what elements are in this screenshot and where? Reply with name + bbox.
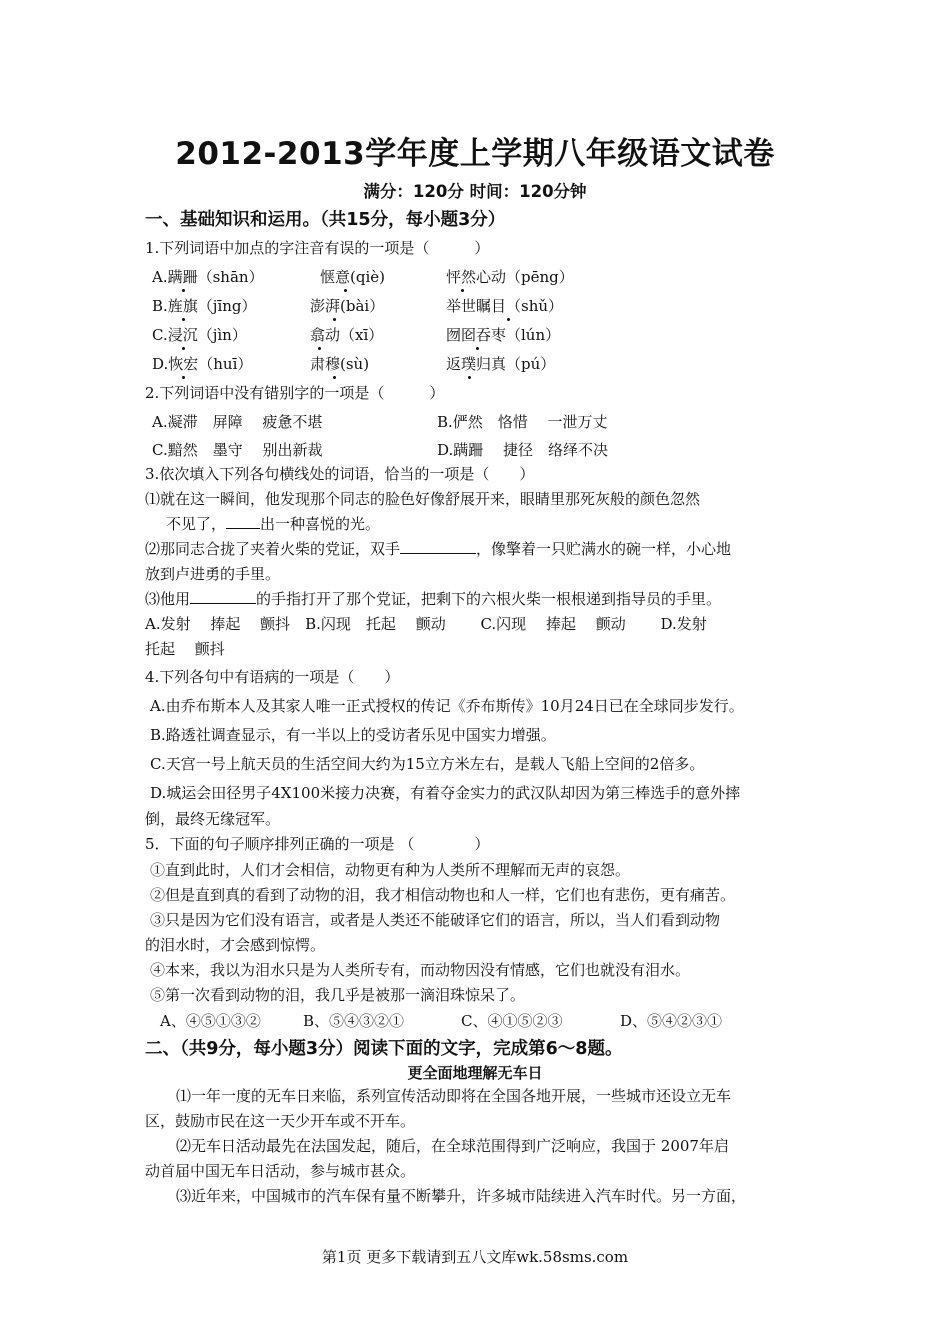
q1-option-d-word2: 肃穆(sù) [310,355,370,373]
q2-option-b: B.俨然 恪惜 一泄万丈 [437,413,608,431]
q3-options-cont: 托起 颤抖 [145,640,225,658]
q4-option-d: D.城运会田径男子4X100米接力决赛，有着夺金实力的武汉队却因为第三棒选手的意外摔 [150,784,741,802]
score-time-subtitle: 满分：120分 时间：120分钟 [363,182,587,201]
q5-sentence-2: ②但是直到真的看到了动物的泪，我才相信动物也和人一样，它们也有悲伤，更有痛苦。 [150,886,736,904]
article-paragraph-3: ⑶近年来，中国城市的汽车保有量不断攀升，许多城市陆续进入汽车时代。另一方面， [176,1187,747,1205]
emphasis-dot [476,347,479,350]
emphasis-dot [318,347,321,350]
q3-s1-text-b: 出一种喜悦的光。 [260,515,381,533]
article-paragraph-2-cont: 动首届中国无车日活动，参与城市甚众。 [145,1162,416,1180]
q4-option-c: C.天宫一号上航天员的生活空间大约为15立方米左右，是载人飞船上空间的2倍多。 [150,755,705,773]
q5-option-c: C、④①⑤②③ [461,1012,563,1030]
emphasis-dot [507,318,510,321]
q3-options: A.发射 捧起 颤抖 B.闪现 托起 颤动 C.闪现 捧起 颤动 D.发射 [145,615,707,633]
emphasis-dot [344,289,347,292]
q5-stem: 5．下面的句子顺序排列正确的一项是 （ ） [145,835,490,853]
q3-stem: 3.依次填入下列各句横线处的词语，恰当的一项是（ ） [145,465,535,483]
fill-blank[interactable] [400,539,476,554]
q3-sentence-1: ⑴就在这一瞬间，他发现那个同志的脸色好像舒展开来，眼睛里那死灰般的颜色忽然 [145,490,701,508]
fill-blank[interactable] [190,589,256,604]
q1-option-a-word2: 惬意(qiè) [320,268,385,286]
q5-option-a: A、④⑤①③② [160,1012,261,1030]
q1-option-a-word3: 怦然心动（pēng） [446,268,574,286]
article-paragraph-1-cont: 区，鼓励市民在这一天少开车或不开车。 [145,1112,416,1130]
emphasis-dot [468,376,471,379]
emphasis-dot [182,289,185,292]
q1-option-b-word2: 澎湃(bài） [310,297,385,315]
q3-s2-text-a: ⑵那同志合拢了夹着火柴的党证，双手 [145,540,401,558]
q2-option-d: D.蹒跚 捷径 络绎不决 [437,441,609,459]
q1-option-c-word3: 囫囵吞枣（lún） [446,326,561,344]
q1-option-d: D.恢宏（huī） [152,355,253,373]
q5-sentence-5: ⑤第一次看到动物的泪，我几乎是被那一滴泪珠惊呆了。 [150,986,526,1004]
q5-sentence-3: ③只是因为它们没有语言，或者是人类还不能破译它们的语言，所以，当人们看到动物 [150,911,721,929]
q1-option-d-word3: 返璞归真（pú） [446,355,556,373]
emphasis-dot [333,318,336,321]
page-title: 2012-2013学年度上学期八年级语文试卷 [175,136,775,172]
fill-blank[interactable] [226,514,260,529]
q5-option-b: B、⑤④③②① [303,1012,405,1030]
q2-stem: 2.下列词语中没有错别字的一项是（ ） [145,384,445,402]
q1-option-b-word3: 举世瞩目（shǔ） [446,297,564,315]
q4-option-a: A.由乔布斯本人及其家人唯一正式授权的传记《乔布斯传》10月24日已在全球同步发行。 [150,697,744,715]
q5-sentence-3-cont: 的泪水时，才会感到惊愕。 [145,936,326,954]
q5-sentence-4: ④本来，我以为泪水只是为人类所专有，而动物因没有情感，它们也就没有泪水。 [150,961,691,979]
q3-sentence-2-cont: 放到卢进勇的手里。 [145,565,281,583]
q2-option-c: C.黯然 墨守 别出新裁 [152,441,323,459]
q4-option-d-cont: 倒，最终无缘冠军。 [145,810,281,828]
q1-option-a: A.蹒跚（shān） [152,268,264,286]
emphasis-dot [461,289,464,292]
article-title: 更全面地理解无车日 [407,1064,543,1082]
q1-option-c-word2: 翕动（xī） [310,326,384,344]
emphasis-dot [182,347,185,350]
emphasis-dot [333,376,336,379]
q3-s1-text-a: 不见了， [166,515,227,533]
q4-option-b: B.路透社调查显示，有一半以上的受访者乐见中国实力增强。 [150,726,556,744]
q3-sentence-3 [145,589,721,609]
page-footer: 第1页 更多下载请到五八文库wk.58sms.com [321,1248,629,1266]
q1-stem: 1.下列词语中加点的字注音有误的一项是（ ） [145,239,490,257]
q2-option-a: A.凝滞 屏障 疲惫不堪 [152,413,323,431]
q3-s2-text-b: ，像擎着一只贮满水的碗一样，小心地 [476,540,732,558]
q1-option-c: C.浸沉（jìn） [152,326,247,344]
q3-s3-text-a: ⑶他用 [145,590,191,608]
section-1-heading: 一、基础知识和运用。（共15分，每小题3分） [145,210,506,230]
emphasis-dot [182,318,185,321]
q4-stem: 4.下列各句中有语病的一项是（ ） [145,668,400,686]
q5-sentence-1: ①直到此时，人们才会相信，动物更有种为人类所不理解而无声的哀怨。 [150,861,631,879]
emphasis-dot [182,376,185,379]
q3-s3-text-b: 的手指打开了那个党证，把剩下的六根火柴一根根递到指导员的手里。 [256,590,722,608]
q5-option-d: D、⑤④②③① [620,1012,723,1030]
q3-sentence-2 [145,539,731,559]
q1-option-b: B.旌旗（jīng） [152,297,257,315]
article-paragraph-1: ⑴一年一度的无车日来临，系列宣传活动即将在全国各地开展，一些城市还设立无车 [176,1087,732,1105]
article-paragraph-2: ⑵无车日活动最先在法国发起，随后，在全球范围得到广泛响应，我国于 2007年启 [176,1137,729,1155]
q3-sentence-1-cont [166,514,380,534]
section-2-heading: 二、（共9分，每小题3分）阅读下面的文字，完成第6～8题。 [145,1039,623,1059]
